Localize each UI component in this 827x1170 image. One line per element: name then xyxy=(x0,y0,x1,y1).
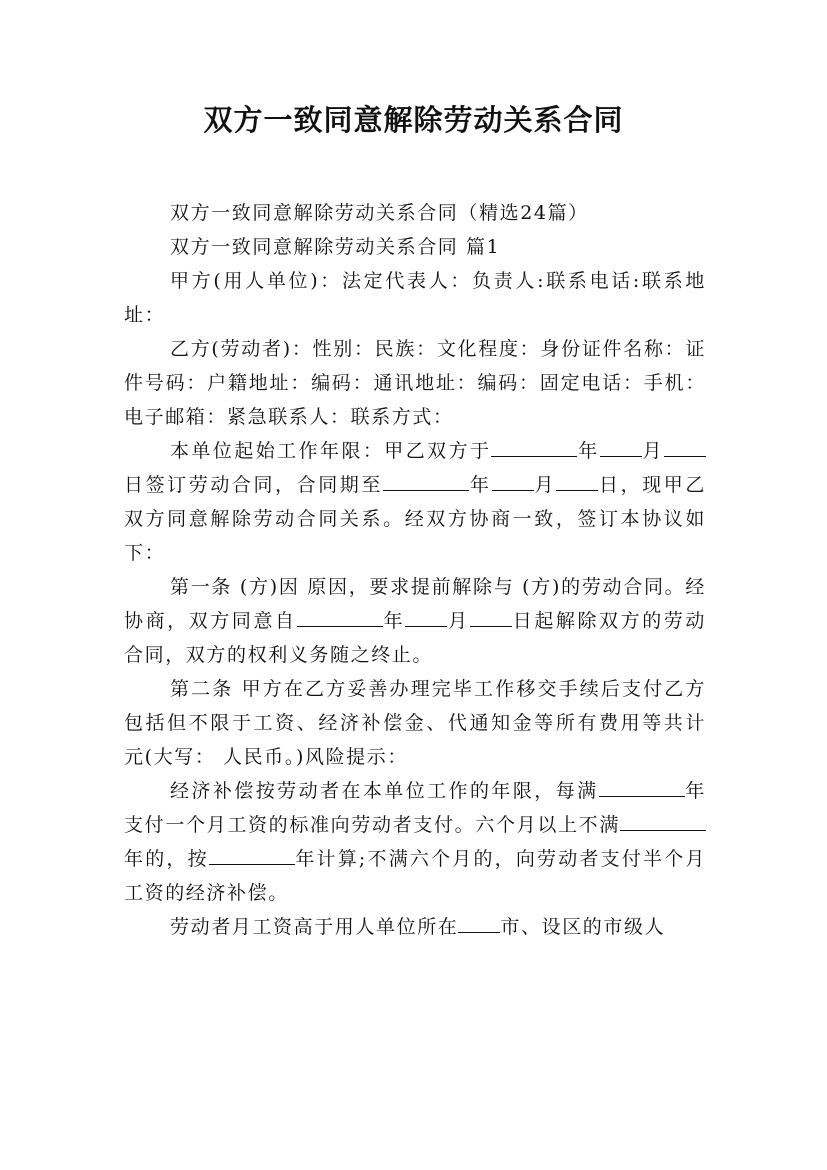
text-run: 月 xyxy=(641,440,664,462)
text-run: 劳动者月工资高于用人单位所在 xyxy=(170,916,459,938)
document-title: 双方一致同意解除劳动关系合同 xyxy=(203,103,624,137)
text-run: 年计算;不满六个月的，向劳动者支付半个月工资的经济补偿。 xyxy=(124,848,706,904)
blank-line xyxy=(492,471,534,491)
text-run: 日，现甲乙双方同意解除劳动合同关系。经双方协商一致，签订本协议如下： xyxy=(124,474,706,564)
text-run: 日签订劳动合同，合同期至 xyxy=(124,474,383,496)
text-run: 本单位起始工作年限：甲乙双方于 xyxy=(170,440,492,462)
blank-line xyxy=(470,607,512,627)
monthly-wage-paragraph xyxy=(124,910,706,944)
text-run: 日起解除双方的劳动合同，双方的权利义务随之终止。 xyxy=(124,610,706,666)
text-run: 第一条 (方)因 原因，要求提前解除与 (方)的劳动合同。经协商，双方同意自 xyxy=(124,576,706,632)
text-run: 月 xyxy=(447,610,470,632)
text-run: 市、设区的市级人 xyxy=(500,916,666,938)
blank-line xyxy=(600,437,642,457)
subtitle-paragraph: 双方一致同意解除劳动关系合同（精选24篇） xyxy=(170,202,589,224)
blank-line xyxy=(556,471,598,491)
article-2-paragraph: 第二条 甲方在乙方妥善办理完毕工作移交手续后支付乙方包括但不限于工资、经济补偿金、代通知金等所有费用等共计 元(大写： 人民币。)风险提示： xyxy=(124,678,706,768)
text-run: 年 xyxy=(382,610,406,632)
text-run: 年的，按 xyxy=(124,848,209,870)
blank-line xyxy=(383,471,469,491)
document-body xyxy=(124,196,706,944)
text-run: 年 xyxy=(468,474,492,496)
party-b-paragraph: 乙方(劳动者)：性别：民族：文化程度：身份证件名称：证件号码：户籍地址：编码：通讯地址：编码：固定电话：手机：电子邮箱：紧急联系人：联系方式： xyxy=(124,338,706,428)
blank-line xyxy=(458,913,500,933)
party-a-paragraph: 甲方(用人单位)：法定代表人：负责人:联系电话:联系地址： xyxy=(124,270,706,326)
blank-line xyxy=(491,437,577,457)
blank-line xyxy=(297,607,383,627)
blank-line xyxy=(209,845,295,865)
compensation-paragraph xyxy=(124,774,706,910)
section-heading: 双方一致同意解除劳动关系合同 篇1 xyxy=(170,236,501,258)
start-date-paragraph xyxy=(124,434,706,570)
text-run: 年支付一个月工资的标准向劳动者支付。六个月以上不满 xyxy=(124,780,706,836)
blank-line xyxy=(599,777,685,797)
text-run: 月 xyxy=(533,474,557,496)
article-1-paragraph xyxy=(124,570,706,672)
blank-line xyxy=(664,437,706,457)
blank-line xyxy=(620,811,706,831)
text-run: 经济补偿按劳动者在本单位工作的年限，每满 xyxy=(170,780,599,802)
blank-line xyxy=(405,607,447,627)
text-run: 年 xyxy=(577,440,600,462)
